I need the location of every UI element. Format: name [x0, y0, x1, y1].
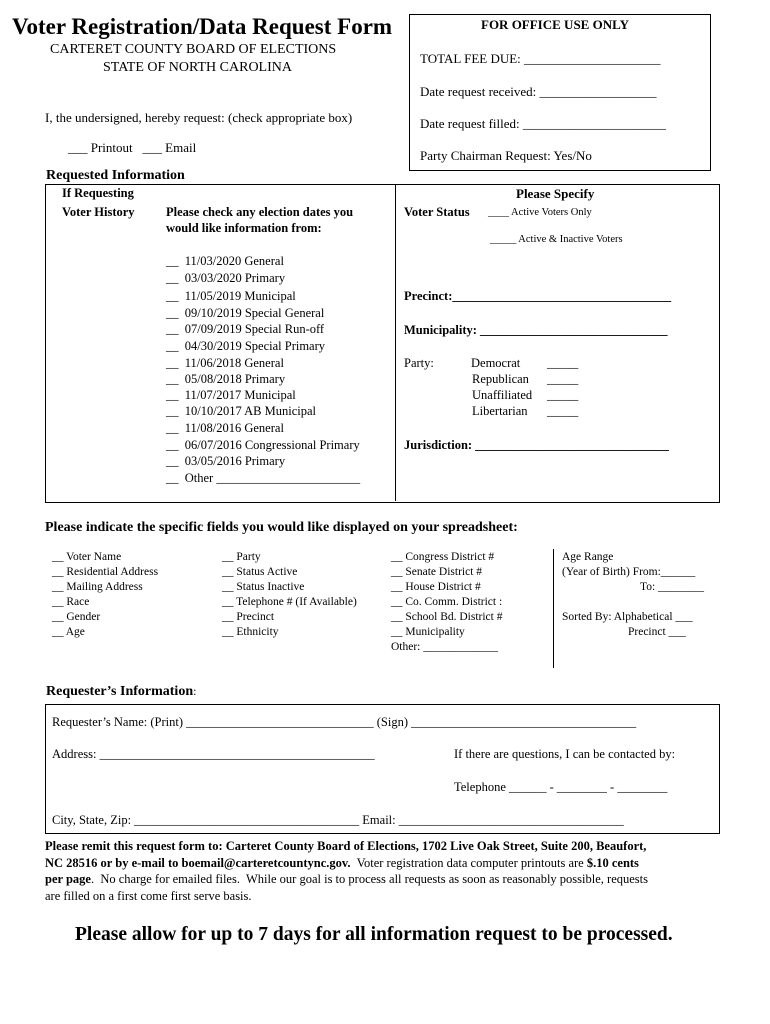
date-received-field[interactable]: Date request received: __________________ — [420, 84, 657, 99]
voter-history-label-1: If Requesting — [62, 186, 134, 200]
field-option[interactable]: __ Municipality — [391, 626, 465, 638]
party-option-blank[interactable]: _____ — [547, 356, 579, 370]
requester-name-sign-field[interactable]: Requester’s Name: (Print) ______________________________ (Sign) ____________________________________ — [52, 715, 637, 729]
remit-instructions — [45, 838, 648, 904]
requested-info-heading: Requested Information — [46, 168, 185, 183]
party-option-blank[interactable]: _____ — [547, 388, 579, 402]
election-date-item[interactable]: __ 06/07/2016 Congressional Primary — [166, 438, 360, 452]
field-option[interactable]: __ Telephone # (If Available) — [222, 596, 357, 608]
field-option[interactable]: __ Status Active — [222, 566, 298, 578]
contact-note: If there are questions, I can be contacted by: — [454, 747, 676, 761]
election-dates-label-1: Please check any election dates you — [166, 205, 354, 219]
election-date-item[interactable]: __ 11/03/2020 General — [166, 254, 284, 268]
remit-line-1: Please remit this request form to: Carteret County Board of Elections, 1702 Live Oak Street, Suite 200, Beaufort, — [45, 839, 647, 853]
remit-line-4: are filled on a first come first serve basis. — [45, 888, 252, 903]
remit-price-text: Voter registration data computer printouts are — [350, 855, 587, 870]
telephone-field[interactable]: Telephone ______ - ________ - ________ — [454, 780, 668, 794]
election-date-item[interactable]: __ 10/10/2017 AB Municipal — [166, 404, 316, 418]
election-date-item[interactable]: __ 11/08/2016 General — [166, 421, 284, 435]
party-option-label: Democrat — [471, 356, 521, 370]
voter-history-label-2: Voter History — [62, 205, 135, 219]
party-chairman-request[interactable]: Party Chairman Request: Yes/No — [420, 148, 592, 163]
voter-status-label: Voter Status — [404, 205, 470, 219]
active-inactive-voters-option[interactable]: _____ Active & Inactive Voters — [490, 234, 623, 245]
precinct-field[interactable]: Precinct:___________________________________ — [404, 289, 672, 303]
election-date-item[interactable]: __ 03/03/2020 Primary — [166, 271, 286, 285]
requester-heading-colon: : — [193, 684, 197, 698]
remit-per-page: per page — [45, 872, 91, 886]
year-to-field[interactable]: To: ________ — [640, 581, 705, 593]
municipality-field[interactable]: Municipality: ______________________________ — [404, 323, 668, 337]
remit-price: $.10 cents — [586, 855, 639, 870]
request-intro: I, the undersigned, hereby request: (check appropriate box) — [45, 110, 353, 125]
requested-info-box — [45, 184, 720, 503]
field-option[interactable]: __ Ethnicity — [222, 626, 279, 638]
party-option-blank[interactable]: _____ — [547, 404, 579, 418]
election-date-item[interactable]: __ 11/05/2019 Municipal — [166, 289, 296, 303]
delivery-options[interactable]: ___ Printout ___ Email — [68, 140, 197, 155]
age-range-label: Age Range — [562, 551, 614, 563]
fields-heading: Please indicate the specific fields you would like displayed on your spreadsheet: — [45, 520, 518, 535]
field-option[interactable]: __ Precinct — [222, 611, 275, 623]
please-specify-heading: Please Specify — [516, 186, 595, 201]
party-option-blank[interactable]: _____ — [547, 372, 579, 386]
requested-info-divider — [395, 184, 396, 501]
election-date-item[interactable]: __ 05/08/2018 Primary — [166, 372, 286, 386]
field-option[interactable]: __ School Bd. District # — [391, 611, 503, 623]
org-name: CARTERET COUNTY BOARD OF ELECTIONS — [50, 42, 337, 57]
field-option[interactable]: __ Gender — [52, 611, 101, 623]
field-other[interactable]: Other: _____________ — [391, 641, 499, 653]
election-dates-label-2: would like information from: — [166, 221, 322, 235]
page-title: Voter Registration/Data Request Form — [12, 14, 393, 39]
party-option-label: Republican — [472, 372, 529, 386]
field-option[interactable]: __ Status Inactive — [222, 581, 305, 593]
sorted-by-precinct[interactable]: Precinct ___ — [628, 626, 686, 638]
city-state-zip-email-field[interactable]: City, State, Zip: ____________________________________ Email: ____________________________________ — [52, 813, 624, 827]
election-date-item[interactable]: __ 07/09/2019 Special Run-off — [166, 322, 325, 336]
remit-line-2 — [45, 855, 648, 872]
date-filled-field[interactable]: Date request filled: ______________________ — [420, 116, 666, 131]
field-option[interactable]: __ Co. Comm. District : — [391, 596, 503, 608]
office-use-title: FOR OFFICE USE ONLY — [481, 17, 629, 32]
field-option[interactable]: __ Senate District # — [391, 566, 483, 578]
field-option[interactable]: __ Mailing Address — [52, 581, 143, 593]
org-state: STATE OF NORTH CAROLINA — [103, 60, 292, 75]
election-date-item[interactable]: __ 09/10/2019 Special General — [166, 306, 325, 320]
remit-line-3-text: . No charge for emailed files. While our goal is to process all requests as soon as reasonably possible, requests — [90, 872, 648, 886]
year-from-field[interactable]: (Year of Birth) From:______ — [562, 566, 696, 578]
remit-line-3 — [45, 871, 648, 888]
election-date-item[interactable]: __ 11/07/2017 Municipal — [166, 388, 296, 402]
active-voters-only-option[interactable]: ____ Active Voters Only — [488, 207, 592, 218]
requester-heading — [46, 684, 196, 700]
requester-heading-text: Requester’s Information — [46, 684, 194, 699]
address-field[interactable]: Address: ____________________________________________ — [52, 747, 375, 761]
field-option[interactable]: __ House District # — [391, 581, 481, 593]
field-option[interactable]: __ Voter Name — [52, 551, 122, 563]
election-date-item[interactable]: __ Other _______________________ — [166, 471, 361, 485]
party-option-label: Unaffiliated — [472, 388, 533, 402]
fields-divider — [553, 549, 554, 668]
sorted-by-alphabetical[interactable]: Sorted By: Alphabetical ___ — [562, 611, 693, 623]
field-option[interactable]: __ Race — [52, 596, 90, 608]
election-date-item[interactable]: __ 03/05/2016 Primary — [166, 454, 286, 468]
remit-email: NC 28516 or by e-mail to boemail@carteretcountync.gov. — [45, 855, 351, 870]
field-option[interactable]: __ Party — [222, 551, 261, 563]
field-option[interactable]: __ Congress District # — [391, 551, 495, 563]
total-fee-field[interactable]: TOTAL FEE DUE: _____________________ — [420, 51, 661, 66]
processing-notice: Please allow for up to 7 days for all information request to be processed. — [75, 924, 673, 945]
party-label: Party: — [404, 356, 434, 370]
field-option[interactable]: __ Residential Address — [52, 566, 159, 578]
election-date-item[interactable]: __ 04/30/2019 Special Primary — [166, 339, 326, 353]
field-option[interactable]: __ Age — [52, 626, 85, 638]
jurisdiction-field[interactable]: Jurisdiction: _______________________________ — [404, 438, 669, 452]
election-date-item[interactable]: __ 11/06/2018 General — [166, 356, 284, 370]
party-option-label: Libertarian — [472, 404, 528, 418]
